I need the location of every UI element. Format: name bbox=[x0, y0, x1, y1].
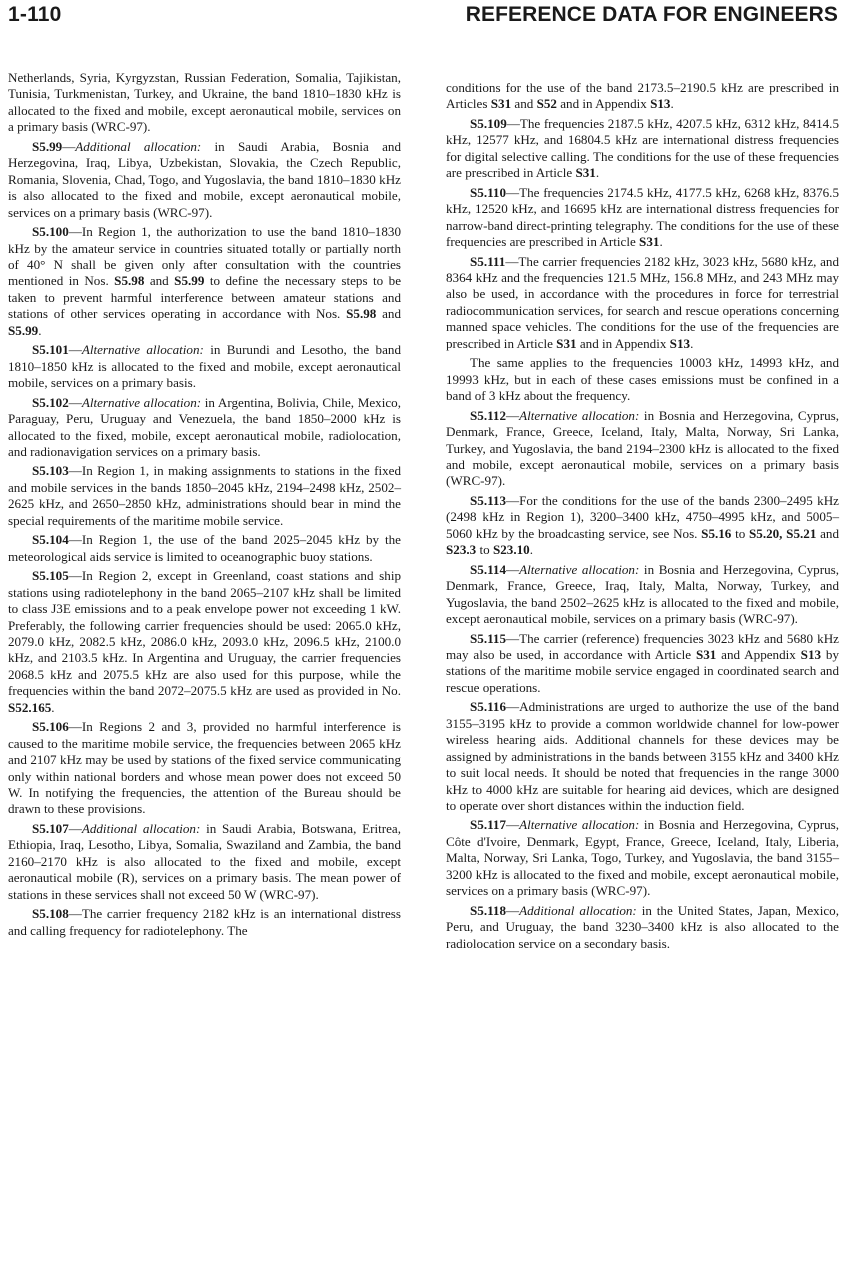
footnote-paragraph bbox=[8, 395, 401, 461]
allocation-type: Additional allocation: bbox=[81, 820, 201, 836]
cross-reference: S13 bbox=[650, 96, 671, 112]
body-text: — bbox=[506, 817, 520, 833]
cross-reference: S52 bbox=[536, 96, 557, 112]
provision-number: S5.105 bbox=[32, 568, 69, 584]
cross-reference: S13 bbox=[800, 646, 822, 662]
body-text: . bbox=[690, 335, 694, 351]
body-text: . bbox=[529, 542, 533, 558]
footnote-paragraph bbox=[8, 463, 401, 529]
provision-number: S5.100 bbox=[32, 224, 69, 240]
footnote-paragraph bbox=[446, 355, 839, 404]
running-title: REFERENCE DATA FOR ENGINEERS bbox=[465, 3, 838, 26]
cross-reference: S31 bbox=[575, 165, 596, 181]
body-text: conditions for the use of the band 2173.5–2190.5 kHz are prescribed in Articles bbox=[446, 80, 839, 112]
footnote-paragraph bbox=[446, 254, 839, 353]
body-text: —In Region 1, the use of the band 2025–2045 kHz by the meteorological aids service is limited to oceanographic buoy stations. bbox=[8, 532, 401, 564]
cross-reference: S5.16 bbox=[701, 525, 732, 541]
allocation-type: Alternative allocation: bbox=[81, 394, 202, 410]
cross-reference: S5.99 bbox=[8, 322, 39, 338]
footnote-paragraph bbox=[8, 139, 401, 221]
body-text: in Saudi Arabia, Botswana, Eritrea, Ethiopia, Iraq, Lesotho, Libya, Somalia, Swaziland and Zambia, the band 2160–2170 kHz is also allocated to the fixed and mobile, except aeronautical mobile (R), services on a primary basis. The mean power of stations in these services shall not exceed 50 W (WRC-97). bbox=[8, 820, 402, 902]
body-text: and in Appendix bbox=[576, 335, 670, 351]
body-text: in Saudi Arabia, Bosnia and Herzegovina, Iraq, Libya, Uzbekistan, Slovakia, the Czech Republic, Romania, Slovenia, Chad, Togo, and Yugoslavia, the band 1810–1830 kHz is also allocated to the fixed and mobile, except aeronautical mobile, services on a primary basis (WRC-97). bbox=[8, 138, 401, 220]
provision-number: S5.108 bbox=[32, 906, 69, 922]
body-text: Netherlands, Syria, Kyrgyzstan, Russian Federation, Somalia, Tajikistan, Tunisia, Turkmenistan, Turkey, and Ukraine, the band 1810–1830 kHz is allocated to the fixed and mobile, except aeronautical mobile, services on a primary basis (WRC-97). bbox=[8, 70, 401, 135]
footnote-paragraph bbox=[446, 185, 839, 251]
body-text: —Administrations are urged to authorize the use of the band 3155–3195 kHz to provide a common worldwide channel for low-power wireless hearing aids. Additional channels for these devices may be assigned by administrations in the bands between 3155 kHz and 3400 kHz to suit local needs. It should be noted that frequencies in the range 3000 kHz to 4000 kHz are suitable for hearing aid devices, which are designed to operate over short distances within the induction field. bbox=[446, 699, 839, 814]
footnote-paragraph bbox=[446, 562, 839, 628]
body-text: by stations of the maritime mobile service engaged in coordinated search and rescue operations. bbox=[446, 646, 839, 695]
body-text: in Bosnia and Herzegovina, Cyprus, Côte d'Ivoire, Denmark, Egypt, France, Greece, Iceland, Italy, Liberia, Malta, Norway, Sri Lanka, Togo, Turkey, and Yugoslavia, the band 3155–3200 kHz is allocated to the fixed and mobile, except aeronautical mobile, services on a primary basis (WRC-97). bbox=[446, 817, 839, 899]
body-text: and Appendix bbox=[716, 646, 801, 662]
body-text: — bbox=[506, 902, 520, 918]
body-text: to define the necessary steps to be taken to prevent harmful interference between amateur stations and stations of other services operating in accordance with Nos. bbox=[8, 273, 402, 322]
footnote-paragraph bbox=[8, 719, 401, 818]
cross-reference: S13 bbox=[669, 335, 691, 351]
footnote-paragraph bbox=[8, 906, 401, 939]
provision-number: S5.109 bbox=[470, 115, 507, 131]
body-text: to bbox=[476, 542, 493, 558]
body-text: and bbox=[376, 306, 401, 322]
footnote-paragraph bbox=[446, 699, 839, 814]
continued-paragraph bbox=[8, 70, 401, 136]
provision-number: S5.99 bbox=[32, 138, 63, 154]
provision-number: S5.101 bbox=[32, 342, 69, 358]
provision-number: S5.118 bbox=[470, 902, 507, 918]
allocation-type: Additional allocation: bbox=[75, 138, 202, 154]
body-text: —For the conditions for the use of the bands 2300–2495 kHz (2498 kHz in Region 1), 3200–3400 kHz, 4750–4995 kHz, and 5005–5060 kHz by the broadcasting service, see Nos. bbox=[446, 492, 839, 541]
allocation-type: Alternative allocation: bbox=[81, 342, 204, 358]
left-column bbox=[8, 70, 401, 942]
body-text: in the United States, Japan, Mexico, Peru, and Uruguay, the band 3230–3400 kHz is also allocated to the radiolocation service on a secondary basis. bbox=[446, 902, 839, 951]
footnote-paragraph bbox=[8, 821, 401, 903]
footnote-paragraph bbox=[446, 493, 839, 559]
body-text: and bbox=[816, 525, 839, 541]
provision-number: S5.113 bbox=[470, 492, 507, 508]
provision-number: S5.111 bbox=[470, 253, 506, 269]
footnote-paragraph bbox=[446, 116, 839, 182]
body-text: The same applies to the frequencies 10003 kHz, 14993 kHz, and 19993 kHz, but in each of these cases emissions must be confined in a band of 3 kHz about the frequency. bbox=[446, 355, 839, 404]
provision-number: S5.112 bbox=[470, 407, 507, 423]
provision-number: S5.106 bbox=[32, 719, 69, 735]
body-text: . bbox=[38, 322, 42, 338]
provision-number: S5.114 bbox=[470, 561, 507, 577]
footnote-paragraph bbox=[8, 568, 401, 716]
page-number: 1-110 bbox=[8, 3, 62, 26]
right-column bbox=[446, 80, 839, 955]
body-text: and bbox=[144, 273, 175, 289]
footnote-paragraph bbox=[446, 631, 839, 697]
body-text: — bbox=[68, 394, 82, 410]
body-text: in Bosnia and Herzegovina, Cyprus, Denmark, France, Greece, Iraq, Italy, Malta, Norway, Turkey, and Yugoslavia, the band 2502–2625 kHz is allocated to the fixed and mobile, except aeronautical mobile, services on a primary basis (WRC-97). bbox=[446, 561, 839, 627]
cross-reference: S5.98 bbox=[114, 273, 145, 289]
provision-number: S5.103 bbox=[32, 463, 69, 479]
body-text: and in Appendix bbox=[556, 96, 651, 112]
allocation-type: Alternative allocation: bbox=[519, 561, 640, 577]
body-text: in Burundi and Lesotho, the band 1810–1850 kHz is allocated to the fixed and mobile, except aeronautical mobile, services on a primary basis. bbox=[8, 342, 402, 391]
footnote-paragraph bbox=[446, 408, 839, 490]
cross-reference: S31 bbox=[490, 96, 512, 112]
allocation-type: Additional allocation: bbox=[519, 902, 637, 918]
body-text: — bbox=[62, 138, 76, 154]
body-text: — bbox=[68, 820, 82, 836]
provision-number: S5.116 bbox=[470, 699, 507, 715]
body-text: —In Regions 2 and 3, provided no harmful interference is caused to the maritime mobile service, the frequencies between 2065 kHz and 2107 kHz may be used by stations of the fixed service communicating only within national borders and whose mean power does not exceed 50 W. In notifying the frequencies, the attention of the Bureau should be drawn to these provisions. bbox=[8, 719, 401, 817]
body-text: —In Region 2, except in Greenland, coast stations and ship stations using radiotelephony in the band 2065–2107 kHz shall be limited to class J3E emissions and to a peak envelope power not exceeding 1 kW. Preferably, the following carrier frequencies should be used: 2065.0 kHz, 2079.0 kHz, 2082.5 kHz, 2086.0 kHz, 2093.0 kHz, 2096.5 kHz, 2100.0 kHz, and 2103.5 kHz. In Argentina and Uruguay, the carrier frequencies 2068.5 kHz and 2075.5 kHz are also used for this purpose, while the frequencies within the band 2072–2075.5 kHz are used as provided in No. bbox=[8, 568, 401, 699]
body-text: —In Region 1, the authorization to use the band 1810–1830 kHz by the amateur service in countries situated totally or partially north of 40° N shall be given only after consultation with the countries mentioned in Nos. bbox=[8, 224, 401, 289]
cross-reference: S31 bbox=[639, 234, 660, 250]
provision-number: S5.117 bbox=[470, 817, 507, 833]
cross-reference: S5.99 bbox=[174, 273, 205, 289]
body-text: —The frequencies 2174.5 kHz, 4177.5 kHz, 6268 kHz, 8376.5 kHz, 12520 kHz, and 16695 kHz are international distress frequencies for narrow-band direct-printing telegraphy. The conditions for the use of these frequencies are prescribed in Article bbox=[446, 184, 839, 250]
provision-number: S5.102 bbox=[32, 394, 69, 410]
body-text: . bbox=[670, 96, 674, 112]
body-text: to bbox=[731, 525, 749, 541]
body-text: — bbox=[506, 407, 520, 423]
body-text: and bbox=[511, 96, 537, 112]
page-header bbox=[0, 0, 847, 32]
cross-reference: S23.3 bbox=[446, 542, 477, 558]
body-text: —The frequencies 2187.5 kHz, 4207.5 kHz, 6312 kHz, 8414.5 kHz, 12577 kHz, and 16804.5 kHz are international distress frequencies for digital selective calling. The conditions for the use of these frequencies are prescribed in Article bbox=[446, 115, 839, 181]
body-text: —The carrier (reference) frequencies 3023 kHz and 5680 kHz may also be used, in accordance with Article bbox=[446, 630, 839, 662]
body-text: —In Region 1, in making assignments to stations in the fixed and mobile services in the bands 1850–2045 kHz, 2194–2498 kHz, 2502–2625 kHz, and 2650–2850 kHz, administrations should bear in mind the special requirements of the maritime mobile service. bbox=[8, 463, 401, 528]
footnote-paragraph bbox=[446, 817, 839, 899]
footnote-paragraph bbox=[8, 224, 401, 339]
allocation-type: Alternative allocation: bbox=[519, 817, 640, 833]
body-text: —The carrier frequencies 2182 kHz, 3023 kHz, 5680 kHz, and 8364 kHz and the frequencies 121.5 MHz, 156.8 MHz, and 243 MHz may also be used, in accordance with the procedures in force for terrestrial radiocommunication services, for search and rescue operations concerning manned space vehicles. The conditions for the use of the frequencies are prescribed in Article bbox=[446, 253, 839, 351]
body-text: — bbox=[506, 561, 520, 577]
body-text: in Bosnia and Herzegovina, Cyprus, Denmark, France, Greece, Iceland, Italy, Malta, Norway, Sri Lanka, Turkey, and Yugoslavia, the band 2194–2300 kHz is allocated to the fixed and mobile, except aeronautical mobile, services on a primary basis (WRC-97). bbox=[446, 407, 839, 489]
footnote-paragraph bbox=[446, 903, 839, 952]
body-text: . bbox=[659, 234, 663, 250]
body-text: — bbox=[68, 342, 82, 358]
allocation-type: Alternative allocation: bbox=[519, 407, 640, 423]
provision-number: S5.107 bbox=[32, 820, 69, 836]
cross-reference: S52.165 bbox=[8, 699, 52, 715]
body-text: . bbox=[51, 699, 55, 715]
provision-number: S5.104 bbox=[32, 532, 69, 548]
cross-reference: S5.98 bbox=[346, 306, 377, 322]
cross-reference: S5.20, S5.21 bbox=[748, 525, 817, 541]
cross-reference: S23.10 bbox=[492, 542, 530, 558]
continued-paragraph bbox=[446, 80, 839, 113]
body-text: in Argentina, Bolivia, Chile, Mexico, Paraguay, Peru, Uruguay and Venezuela, the band 1850–2000 kHz is allocated to the fixed, mobile, except aeronautical mobile, radiolocation, and radionavigation services on a primary basis. bbox=[8, 394, 402, 459]
provision-number: S5.115 bbox=[470, 630, 507, 646]
body-text: —The carrier frequency 2182 kHz is an international distress and calling frequency for radiotelephony. The bbox=[8, 906, 401, 938]
footnote-paragraph bbox=[8, 342, 401, 391]
provision-number: S5.110 bbox=[470, 184, 507, 200]
body-text: . bbox=[595, 165, 600, 181]
footnote-paragraph bbox=[8, 532, 401, 565]
cross-reference: S31 bbox=[695, 646, 717, 662]
cross-reference: S31 bbox=[556, 335, 577, 351]
